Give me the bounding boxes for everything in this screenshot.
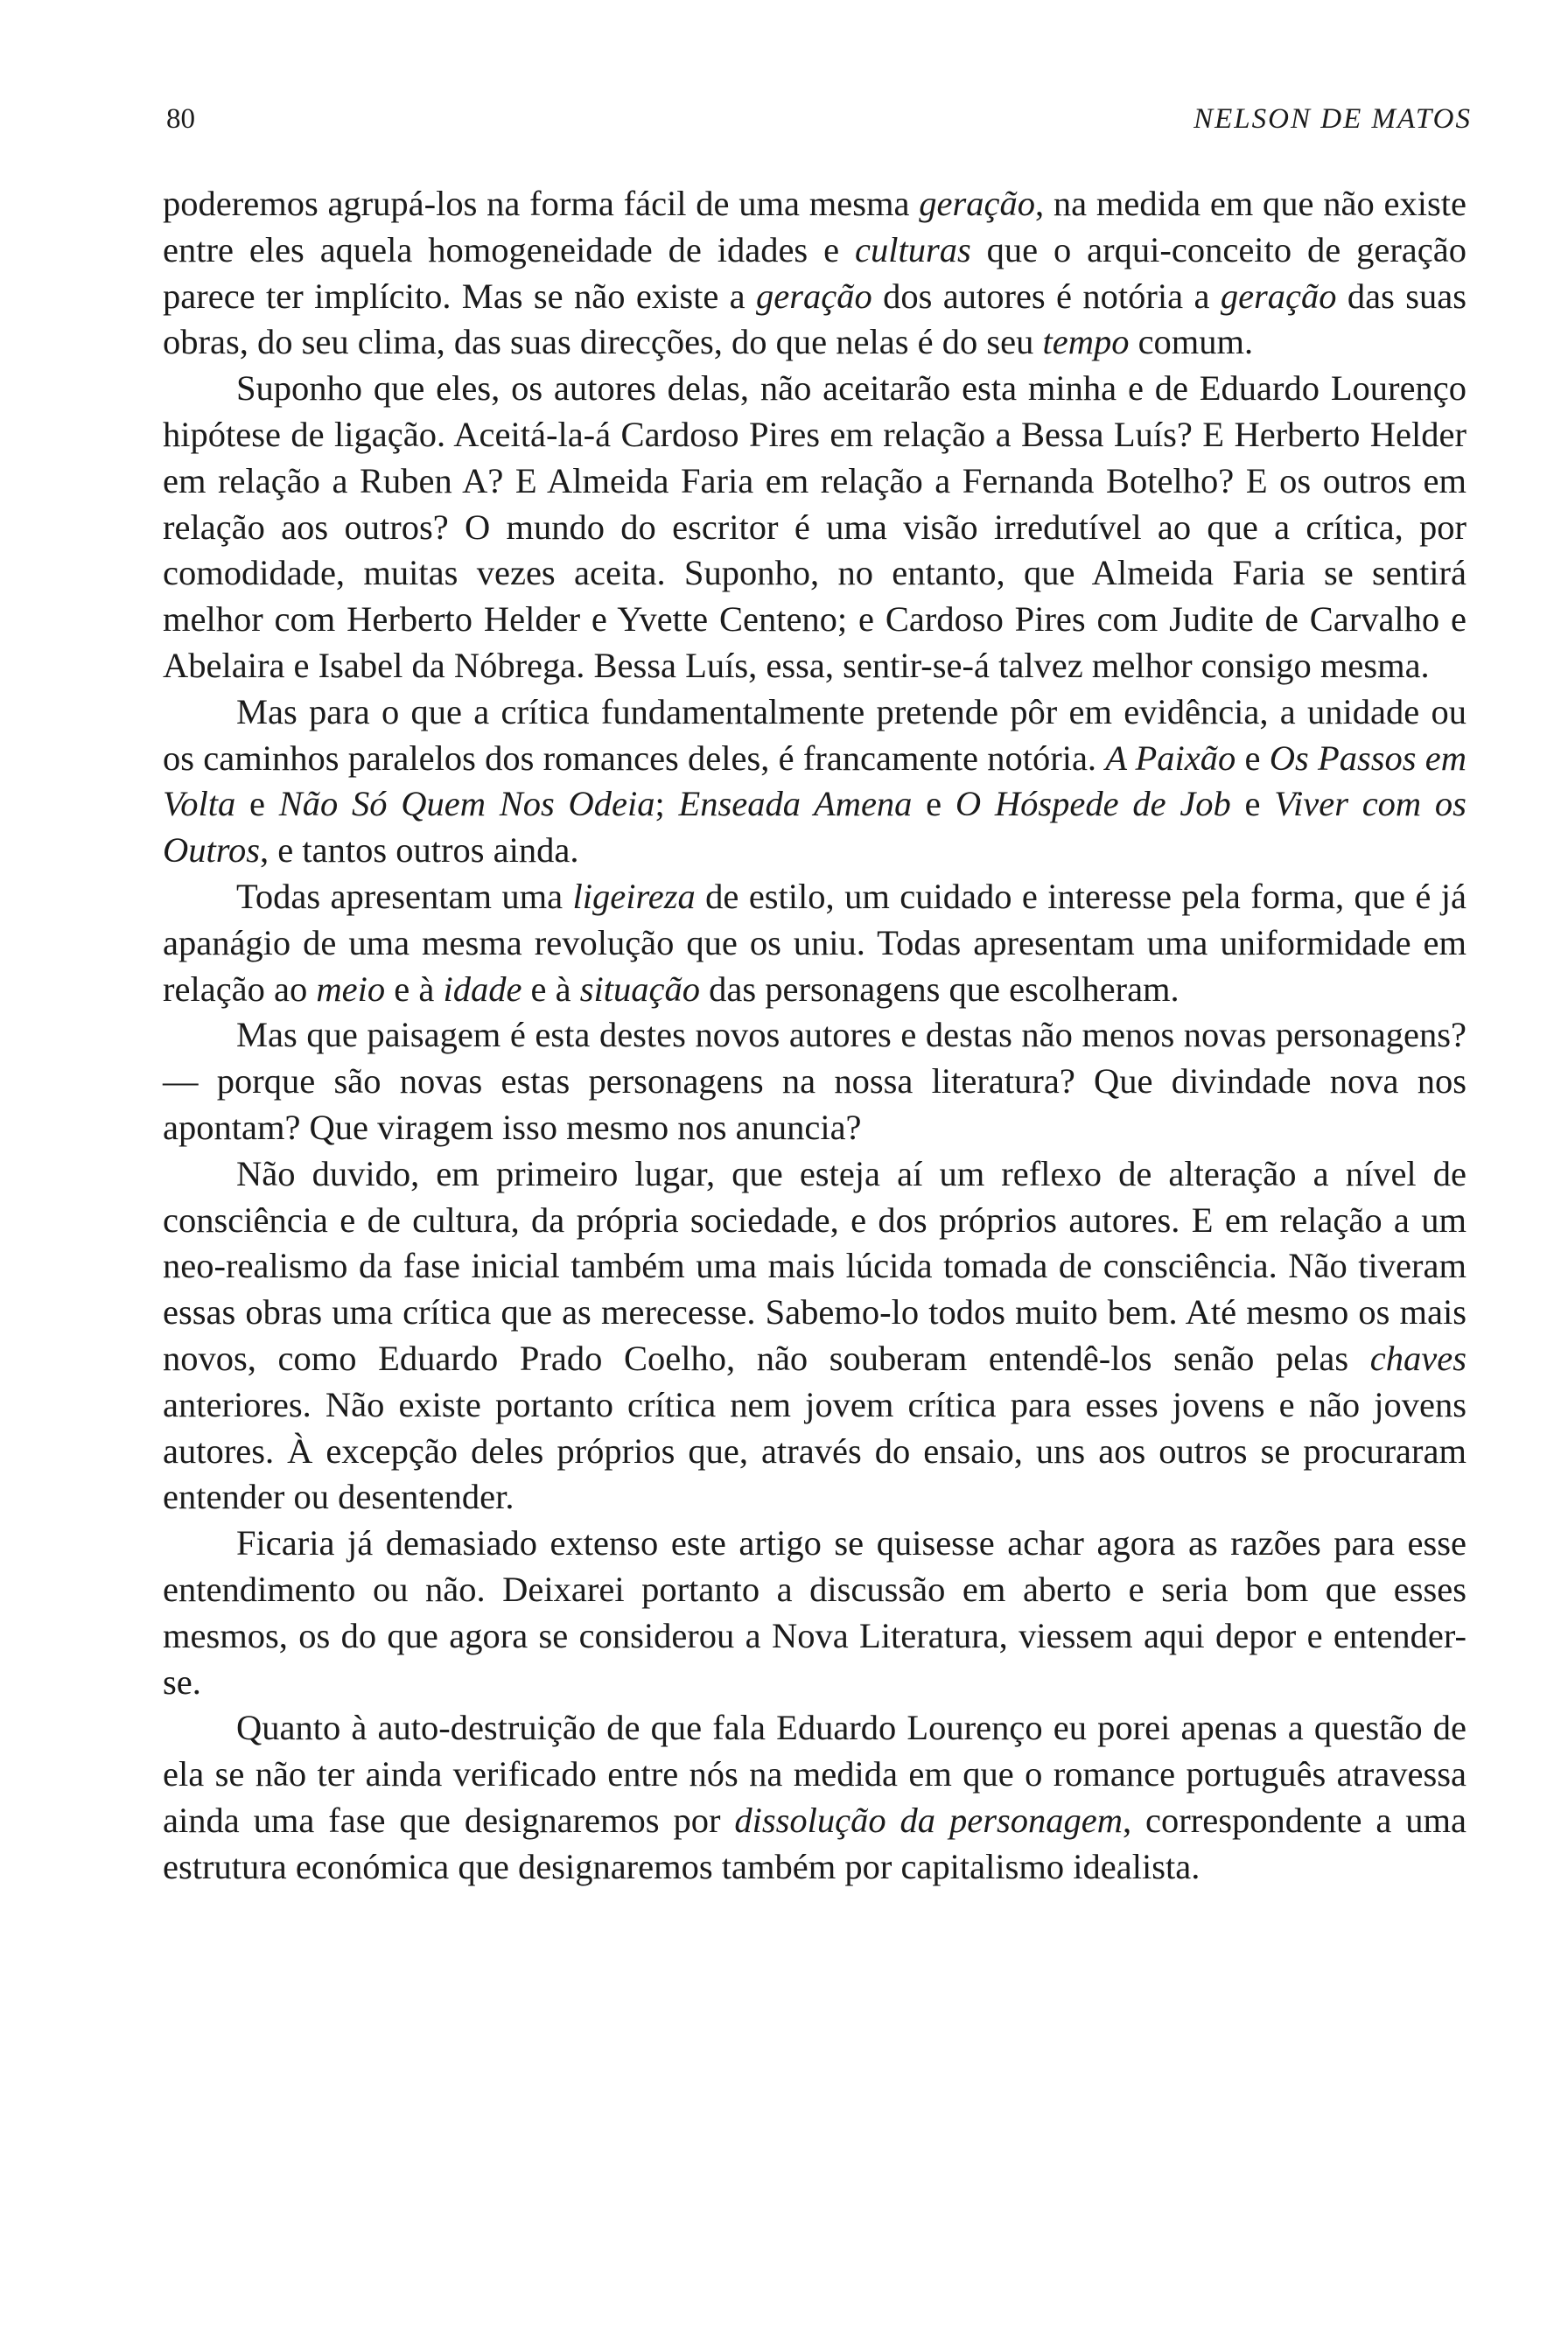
italic-text-run: A Paixão [1105,738,1236,778]
italic-text-run: chaves [1369,1338,1466,1378]
text-run: e à [522,969,580,1009]
text-run: Ficaria já demasiado extenso este artigo se quisesse achar agora as razões para esse entendimento ou não. Deixarei portanto a discussão em aberto e seria bom que esses mesmos, os do que agora se considerou a Nova Literatura, viessem aqui depor e entender-se. [163,1523,1466,1702]
text-run: e à [385,969,444,1009]
paragraph [163,1151,1466,1521]
italic-text-run: Os Passos em Volta [163,738,1466,824]
italic-text-run: O Hóspede de Job [955,784,1231,824]
italic-text-run: dissolução da personagem [734,1800,1123,1840]
italic-text-run: Enseada Amena [678,784,913,824]
text-run: Suponho que eles, os autores delas, não aceitarão esta minha e de Eduardo Lourenço hipótese de ligação. Aceitá-la-á Cardoso Pires em relação a Bessa Luís? E Herberto Helder em relação a Ruben A? E Almeida Faria em relação a Fernanda Botelho? E os outros em relação aos outros? O mundo do escritor é uma visão irredutível ao que a crítica, por comodidade, muitas vezes aceita. Suponho, no entanto, que Almeida Faria se sentirá melhor com Herberto Helder e Yvette Centeno; e Cardoso Pires com Judite de Carvalho e Abelaira e Isabel da Nóbrega. Bessa Luís, essa, sentir-se-á talvez melhor consigo mesma. [163,368,1466,685]
text-run: Todas apresentam uma [236,876,573,916]
italic-text-run: Não Só Quem Nos Odeia [278,784,655,824]
paragraph [163,689,1466,874]
running-head: NELSON DE MATOS [1194,103,1472,135]
text-run: comum. [1129,322,1254,362]
text-run: e [1230,784,1275,824]
italic-text-run: geração [756,276,872,316]
text-run: das personagens que escolheram. [700,969,1180,1009]
body-text [163,181,1466,1890]
text-run: Não duvido, em primeiro lugar, que esteja aí um reflexo de alteração a nível de consciência e de cultura, da própria sociedade, e dos próprios autores. E em relação a um neo-realismo da fase inicial também uma mais lúcida tomada de consciência. Não tiveram essas obras uma crítica que as merecesse. Sabemo-lo todos muito bem. Até mesmo os mais novos, como Eduardo Prado Coelho, não souberam entendê-los senão pelas [163,1153,1466,1378]
paragraph [163,1012,1466,1151]
italic-text-run: ligeireza [572,876,696,916]
text-run: de estilo, um cuidado e interesse pela forma, que é já apanágio de uma mesma revolução que os uniu. Todas apresentam uma uniformidade em relação ao [163,876,1466,1009]
italic-text-run: geração [919,184,1035,223]
italic-text-run: meio [316,969,386,1009]
page-header [166,103,1472,147]
text-run: dos autores é notória a [872,276,1221,316]
text-run: das suas obras, do seu clima, das suas direcções, do que nelas é do seu [163,276,1466,362]
italic-text-run: situação [579,969,700,1009]
paragraph [163,1521,1466,1705]
text-run: ; [654,784,679,824]
paragraph [163,181,1466,366]
text-run: , correspondente a uma estrutura económica que designaremos também por capitalismo idealista. [163,1800,1466,1886]
paragraph [163,874,1466,1012]
page-number: 80 [166,103,195,135]
text-run: e [1236,738,1270,778]
text-run: poderemos agrupá-los na forma fácil de uma mesma [163,184,920,223]
text-run: que o arqui-conceito de geração parece ter implícito. Mas se não existe a [163,229,1466,316]
italic-text-run: culturas [854,229,971,269]
text-run: anteriores. Não existe portanto crítica nem jovem crítica para esses jovens e não jovens autores. À excepção deles próprios que, através do ensaio, uns aos outros se procuraram entender ou desentender. [163,1384,1466,1517]
text-run: e [235,784,279,824]
italic-text-run: tempo [1042,322,1130,362]
text-run: e [912,784,956,824]
paragraph [163,366,1466,689]
italic-text-run: Viver com os Outros [163,784,1466,871]
paragraph [163,1705,1466,1890]
text-run: Mas que paisagem é esta destes novos autores e destas não menos novas personagens? — porque são novas estas personagens na nossa literatura? Que divindade nova nos apontam? Que viragem isso mesmo nos anuncia? [163,1015,1466,1147]
text-run: , e tantos outros ainda. [260,830,579,871]
text-run: Mas para o que a crítica fundamentalmente pretende pôr em evidência, a unidade ou os caminhos paralelos dos romances deles, é francamente notória. [163,691,1466,778]
italic-text-run: geração [1220,276,1337,316]
text-run: , na medida em que não existe entre eles aquela homogeneidade de idades e [163,184,1466,269]
text-run: Quanto à auto-destruição de que fala Eduardo Lourenço eu porei apenas a questão de ela se não ter ainda verificado entre nós na medida em que o romance português atravessa ainda uma fase que designaremos por [163,1708,1466,1840]
italic-text-run: idade [443,969,522,1009]
